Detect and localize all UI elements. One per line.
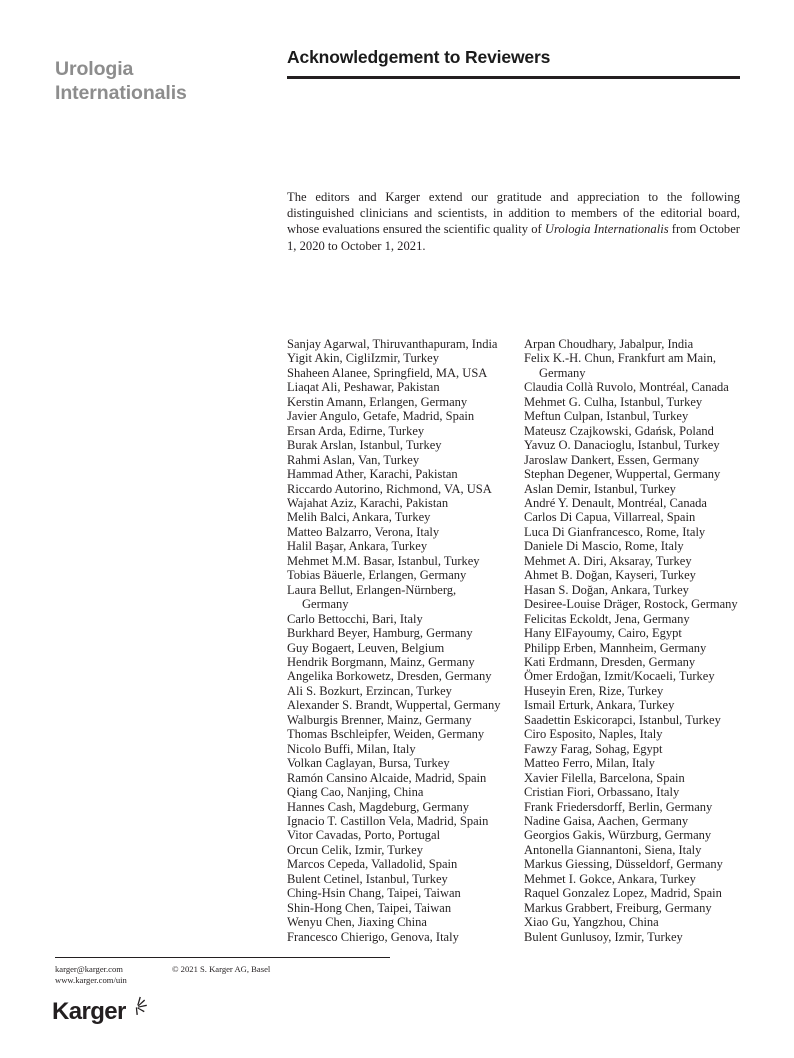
reviewer-entry: Hammad Ather, Karachi, Pakistan [287, 467, 458, 482]
karger-leaf-icon [127, 996, 149, 1023]
reviewer-entry: Nicolo Buffi, Milan, Italy [287, 741, 416, 756]
reviewer-entry: Matteo Ferro, Milan, Italy [524, 756, 655, 771]
reviewer-entry: Daniele Di Mascio, Rome, Italy [524, 539, 684, 554]
journal-name-italic: Urologia Internationalis [544, 222, 669, 237]
reviewer-entry: Ismail Erturk, Ankara, Turkey [524, 698, 675, 713]
page-title: Acknowledgement to Reviewers [287, 47, 551, 67]
reviewer-entry: Meftun Culpan, Istanbul, Turkey [524, 409, 689, 424]
reviewer-entry: Hendrik Borgmann, Mainz, Germany [287, 654, 475, 669]
reviewer-entry: Nadine Gaisa, Aachen, Germany [524, 813, 689, 828]
journal-title-line-1: Urologia [55, 58, 134, 80]
reviewer-entry: Georgios Gakis, Würzburg, Germany [524, 828, 712, 843]
intro-text-part-1: The editors and Karger extend our gratitude and appreciation to the following distinguished clinicians and scientists, in addition to members of the editorial board, whose evaluations ensured the scientific quality of [287, 189, 740, 237]
reviewer-entry: Laura Bellut, Erlangen-Nürnberg, Germany [287, 582, 457, 612]
reviewer-entry: Shaheen Alanee, Springfield, MA, USA [287, 365, 488, 380]
reviewer-entry: Melih Balci, Ankara, Turkey [287, 510, 431, 525]
reviewer-entry: Claudia Collà Ruvolo, Montréal, Canada [524, 380, 729, 395]
reviewer-entry: Arpan Choudhary, Jabalpur, India [524, 337, 694, 351]
reviewer-entry: Huseyin Eren, Rize, Turkey [524, 683, 664, 698]
reviewer-entry: Burak Arslan, Istanbul, Turkey [287, 438, 442, 453]
reviewer-entry: Guy Bogaert, Leuven, Belgium [287, 640, 445, 655]
reviewer-entry: Kerstin Amann, Erlangen, Germany [287, 394, 468, 409]
header-divider [287, 76, 740, 79]
reviewer-entry: Xavier Filella, Barcelona, Spain [524, 770, 685, 785]
reviewer-entry: Vitor Cavadas, Porto, Portugal [287, 828, 441, 843]
reviewer-entry: Ching-Hsin Chang, Taipei, Taiwan [287, 886, 461, 901]
reviewer-entry: Aslan Demir, Istanbul, Turkey [524, 481, 676, 496]
reviewer-entry: Matteo Balzarro, Verona, Italy [287, 524, 440, 539]
reviewer-entry: Markus Grabbert, Freiburg, Germany [524, 900, 712, 915]
reviewer-entry: Walburgis Brenner, Mainz, Germany [287, 712, 472, 727]
document-header [287, 48, 740, 79]
reviewer-entry: André Y. Denault, Montréal, Canada [524, 495, 707, 510]
reviewer-entry: Ömer Erdoğan, Izmit/Kocaeli, Turkey [524, 669, 715, 684]
reviewer-entry: Jaroslaw Dankert, Essen, Germany [524, 452, 700, 467]
reviewer-entry: Thomas Bschleipfer, Weiden, Germany [287, 727, 485, 742]
reviewer-entry: Raquel Gonzalez Lopez, Madrid, Spain [524, 886, 722, 901]
reviewer-entry: Javier Angulo, Getafe, Madrid, Spain [287, 409, 475, 424]
reviewer-entry: Mehmet G. Culha, Istanbul, Turkey [524, 394, 703, 409]
reviewer-entry: Ahmet B. Doğan, Kayseri, Turkey [524, 568, 696, 583]
footer-divider [55, 957, 390, 958]
reviewer-entry: Halil Başar, Ankara, Turkey [287, 539, 428, 554]
reviewer-entry: Bulent Gunlusoy, Izmir, Turkey [524, 929, 683, 944]
reviewer-entry: Felix K.-H. Chun, Frankfurt am Main, Germany [524, 351, 716, 380]
reviewer-entry: Volkan Caglayan, Bursa, Turkey [287, 756, 450, 771]
reviewer-entry: Francesco Chierigo, Genova, Italy [287, 929, 459, 944]
reviewer-entry: Antonella Giannantoni, Siena, Italy [524, 842, 702, 857]
reviewer-entry: Sanjay Agarwal, Thiruvanthapuram, India [287, 337, 498, 351]
footer-copyright: © 2021 S. Karger AG, Basel [172, 964, 271, 974]
reviewer-entry: Markus Giessing, Düsseldorf, Germany [524, 857, 723, 872]
reviewer-list [287, 337, 742, 944]
reviewer-entry: Ciro Esposito, Naples, Italy [524, 727, 663, 742]
reviewer-entry: Carlo Bettocchi, Bari, Italy [287, 611, 423, 626]
reviewer-entry: Cristian Fiori, Orbassano, Italy [524, 785, 680, 800]
reviewer-column-right [524, 337, 742, 944]
reviewer-entry: Marcos Cepeda, Valladolid, Spain [287, 857, 458, 872]
reviewer-entry: Hasan S. Doğan, Ankara, Turkey [524, 582, 689, 597]
intro-paragraph [287, 189, 740, 254]
reviewer-entry: Wenyu Chen, Jiaxing China [287, 915, 427, 930]
reviewer-entry: Angelika Borkowetz, Dresden, Germany [287, 669, 492, 684]
reviewer-entry: Mehmet M.M. Basar, Istanbul, Turkey [287, 553, 480, 568]
reviewer-entry: Orcun Celik, Izmir, Turkey [287, 842, 423, 857]
reviewer-entry: Luca Di Gianfrancesco, Rome, Italy [524, 524, 706, 539]
reviewer-entry: Mehmet I. Gokce, Ankara, Turkey [524, 871, 696, 886]
reviewer-entry: Felicitas Eckoldt, Jena, Germany [524, 611, 690, 626]
reviewer-entry: Xiao Gu, Yangzhou, China [524, 915, 659, 930]
reviewer-column-left [287, 337, 505, 944]
reviewer-entry: Ignacio T. Castillon Vela, Madrid, Spain [287, 813, 489, 828]
journal-masthead [55, 58, 265, 106]
reviewer-entry: Kati Erdmann, Dresden, Germany [524, 654, 696, 669]
reviewer-entry: Desiree-Louise Dräger, Rostock, Germany [524, 597, 738, 612]
reviewer-entry: Hannes Cash, Magdeburg, Germany [287, 799, 470, 814]
reviewer-entry: Rahmi Aslan, Van, Turkey [287, 452, 420, 467]
reviewer-entry: Tobias Bäuerle, Erlangen, Germany [287, 568, 467, 583]
reviewer-entry: Frank Friedersdorff, Berlin, Germany [524, 799, 713, 814]
reviewer-entry: Bulent Cetinel, Istanbul, Turkey [287, 871, 448, 886]
reviewer-entry: Mehmet A. Diri, Aksaray, Turkey [524, 553, 692, 568]
reviewer-entry: Riccardo Autorino, Richmond, VA, USA [287, 481, 492, 496]
reviewer-entry: Yavuz O. Danacioglu, Istanbul, Turkey [524, 438, 720, 453]
footer-email[interactable]: karger@karger.com [55, 964, 123, 974]
reviewer-entry: Saadettin Eskicorapci, Istanbul, Turkey [524, 712, 721, 727]
footer-website[interactable]: www.karger.com/uin [55, 975, 127, 986]
karger-logo [52, 996, 149, 1024]
reviewer-entry: Hany ElFayoumy, Cairo, Egypt [524, 626, 682, 641]
reviewer-entry: Liaqat Ali, Peshawar, Pakistan [287, 380, 440, 395]
intro-text-part-2: from October 1, 2020 to October 1, 2021. [287, 222, 740, 253]
reviewer-entry: Wajahat Aziz, Karachi, Pakistan [287, 495, 449, 510]
reviewer-entry: Burkhard Beyer, Hamburg, Germany [287, 626, 473, 641]
reviewer-entry: Philipp Erben, Mannheim, Germany [524, 640, 707, 655]
journal-title-line-2: Internationalis [55, 81, 187, 104]
reviewer-entry: Stephan Degener, Wuppertal, Germany [524, 467, 721, 482]
reviewer-entry: Carlos Di Capua, Villarreal, Spain [524, 510, 696, 525]
reviewer-entry: Ersan Arda, Edirne, Turkey [287, 423, 425, 438]
reviewer-entry: Fawzy Farag, Sohag, Egypt [524, 741, 663, 756]
reviewer-entry: Ali S. Bozkurt, Erzincan, Turkey [287, 683, 452, 698]
reviewer-entry: Shin-Hong Chen, Taipei, Taiwan [287, 900, 452, 915]
reviewer-entry: Mateusz Czajkowski, Gdańsk, Poland [524, 423, 714, 438]
reviewer-entry: Qiang Cao, Nanjing, China [287, 785, 424, 800]
reviewer-entry: Ramón Cansino Alcaide, Madrid, Spain [287, 770, 487, 785]
karger-logo-text: Karger [52, 998, 126, 1025]
footer-contact [55, 964, 127, 986]
reviewer-entry: Yigit Akin, CigliIzmir, Turkey [287, 351, 439, 366]
reviewer-entry: Alexander S. Brandt, Wuppertal, Germany [287, 698, 501, 713]
